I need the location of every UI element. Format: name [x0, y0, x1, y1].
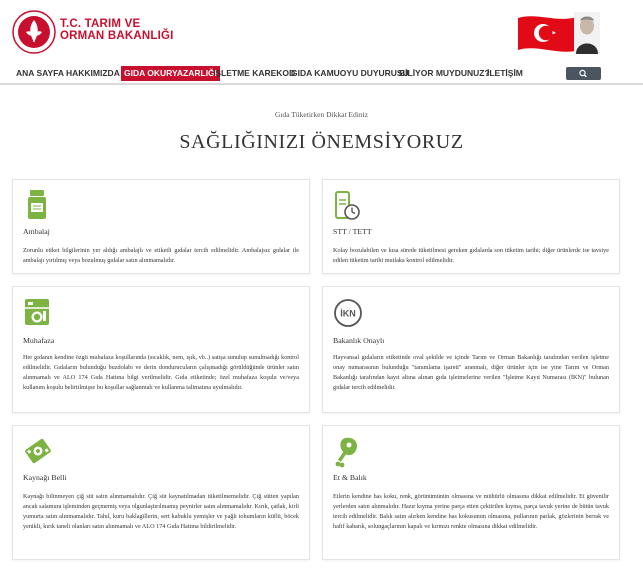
ikn-icon-text: İKN — [340, 308, 356, 319]
card-title: STT / TETT — [333, 227, 372, 236]
search-icon — [566, 67, 601, 80]
info-card-et-balik — [322, 425, 620, 560]
card-text: Kaynağı bilinmeyen çiğ süt satın alınmamalıdır. Çiğ süt kaynatılmadan tüketilmemelidir. Çiğ sütten yapılan ancak salamura işleminden geçmemiş veya olgunlaştırılmamış peynirler satın alınmamalıdır. Kırık, çatlak, kirli yumurta satın alınmamalıdır. Tahıl, kuru baklagillerin, sert kabuklu yemişler ve yağlı tohumların küflü, böcek yenikli, kırık taneli olanları satın alınmamalı ve ALO 174 Gıda Hattına bildirilmelidir. — [23, 493, 299, 530]
flag-ataturk-image-icon — [518, 10, 600, 54]
page-title: SAĞLIĞINIZI ÖNEMSİYORUZ — [179, 131, 464, 153]
card-title: Kaynağı Belli — [23, 473, 67, 482]
site-header — [0, 0, 643, 62]
card-text: Zorunlu etiket bilgilerinin yer aldığı ambalajlı ve etiketli gıdalar tercih edilmelidir. Ambalajsız gıdalar ile ambalajı yırtılmış veya bozulmuş gıdalar satın alınmamalıdır. — [23, 247, 299, 264]
card-text: Kolay bozulabilen ve kısa sürede tüketilmesi gereken gıdalarda son tüketim tarihi; diğer ürünlerde ise tavsiye edilen tüketim tarihi mutlaka kontrol edilmelidir. — [333, 247, 609, 264]
main-nav — [0, 62, 643, 85]
ministry-name[interactable] — [60, 18, 174, 42]
ministry-logo-icon[interactable] — [12, 10, 56, 54]
nav-item-biliyor-muydunuz[interactable]: BİLİYOR MUYDUNUZ? — [399, 68, 490, 78]
brand-line-1: T.C. TARIM VE — [60, 18, 141, 30]
info-card-muhafaza — [12, 286, 310, 413]
card-title: Muhafaza — [23, 336, 55, 345]
card-text: Hayvansal gıdaların etiketinde oval şekilde ve içinde Tarım ve Orman Bakanlığı tarafından verilen işletme onay numarasının bulunduğu "tanımlama işareti" aranmalı, diğer ürünler için ise yine Tarım ve Orman Bakanlığı tarafından kayıt altına alınan gıda işletmelerine verilen "İşletme Kayıt Numarası (İKN)" bulunan gıdalar tercih edilmelidir. — [333, 354, 609, 391]
origin-tag-icon — [23, 434, 53, 468]
storage-fridge-icon — [23, 295, 53, 329]
nav-item-hakkimizda[interactable]: HAKKIMIZDA — [66, 68, 120, 78]
nav-item-isletme-karekod[interactable]: İŞLETME KAREKOD — [213, 68, 296, 78]
page-subtitle: Gıda Tüketirken Dikkat Ediniz — [275, 110, 368, 119]
nav-item-gida-okuryazarligi[interactable]: GIDA OKURYAZARLIĞI — [121, 66, 220, 81]
card-title: Bakanlık Onaylı — [333, 336, 385, 345]
info-card-stt-tett — [322, 179, 620, 274]
meat-fish-icon — [333, 434, 361, 468]
ikn-icon — [333, 297, 363, 329]
info-card-bakanlik-onayli — [322, 286, 620, 413]
nav-item-gida-kamuoyu-duyurusu[interactable]: GIDA KAMUOYU DUYURUSU — [291, 68, 409, 78]
card-title: Ambalaj — [23, 227, 50, 236]
card-text: Her gıdanın kendine özgü muhafaza koşullarında (sıcaklık, nem, ışık, vb..) satışa sunulup sunulmadığı kontrol edilmelidir. Gıdaların bulunduğu buzdolabı ve derin dondurucuların çalışmadığı görüldüğünde ürünler satın alınmamalı ve ALO 174 Gıda Hattına bilgi verilmelidir. Gıda etiketinde; özel muhafaza koşulu ve/veya kullanım koşulu belirtilmişse bu koşullar sağlanmalı ve kullanma talimatına uyulmalıdır. — [23, 354, 299, 391]
nav-item-ana-sayfa[interactable]: ANA SAYFA — [16, 68, 65, 78]
card-title: Et & Balık — [333, 473, 367, 482]
search-button[interactable] — [566, 67, 601, 80]
info-card-kaynagi-belli — [12, 425, 310, 560]
brand-line-2: ORMAN BAKANLIĞI — [60, 30, 174, 42]
packaging-icon — [23, 188, 51, 222]
expiry-date-icon — [333, 188, 361, 222]
card-text: Etlerin kendine has koku, renk, görünümünün olmasına ve mühürlü olmasına dikkat edilmelidir. Et güvenilir yerlerden satın alınmalıdır. Hazır kıyma yerine parça etten çektirilen kıyma, parça tavuk yerine de bütün tavuk tercih edilmelidir. Balık satın alırken kendine has kokusunun olmasına, pullarının parlak, gözlerinin berrak ve hafif kabarık, solungaçlarının kapalı ve kırmızı renkte olmasına dikkat edilmelidir. — [333, 493, 609, 530]
info-card-ambalaj — [12, 179, 310, 274]
nav-item-iletisim[interactable]: İLETİŞİM — [487, 68, 523, 78]
